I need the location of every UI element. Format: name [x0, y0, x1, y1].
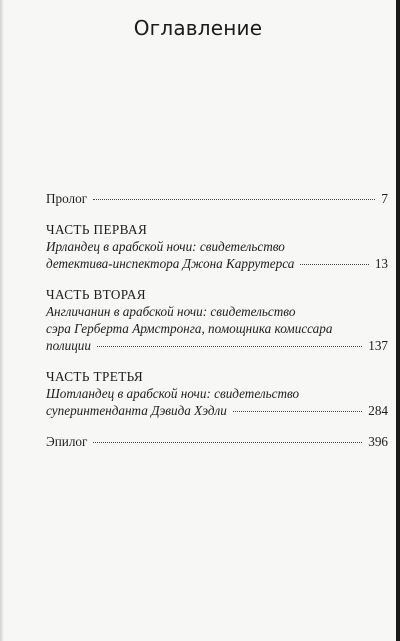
- dot-leader: [300, 264, 369, 265]
- toc-entry-label: Пролог: [46, 191, 88, 206]
- part-subtitle-line: Ирландец в арабской ночи: свидетельство: [46, 239, 285, 254]
- toc-entry-part-three[interactable]: [46, 368, 388, 419]
- toc-entry-part-one[interactable]: [46, 221, 388, 272]
- table-of-contents: [46, 190, 388, 450]
- toc-row: [46, 255, 388, 272]
- toc-entry-label: Эпилог: [46, 434, 88, 449]
- toc-entry-prologue[interactable]: [46, 190, 388, 207]
- dot-leader: [93, 199, 375, 200]
- toc-entry-page-number: 13: [374, 256, 388, 271]
- toc-row: [46, 433, 388, 450]
- toc-entry-epilogue[interactable]: [46, 433, 388, 450]
- part-subtitle-line: детектива-инспектора Джона Каррутерса: [46, 256, 295, 271]
- toc-entry-page-number: 7: [381, 191, 388, 206]
- toc-entry-part-two[interactable]: [46, 286, 388, 354]
- dot-leader: [233, 411, 362, 412]
- part-subtitle-line: Англичанин в арабской ночи: свидетельство: [46, 304, 296, 319]
- toc-row: [46, 190, 388, 207]
- page-title: Оглавление: [133, 16, 263, 40]
- part-heading: ЧАСТЬ ВТОРАЯ: [46, 287, 146, 302]
- part-heading: ЧАСТЬ ПЕРВАЯ: [46, 222, 148, 237]
- part-subtitle-line: Шотландец в арабской ночи: свидетельство: [46, 386, 300, 401]
- toc-entry-page-number: 137: [368, 338, 388, 353]
- dot-leader: [97, 346, 362, 347]
- toc-row: [46, 337, 388, 354]
- part-heading: ЧАСТЬ ТРЕТЬЯ: [46, 369, 144, 384]
- part-subtitle-line: полиции: [46, 338, 91, 353]
- part-subtitle-line: суперинтенданта Дэвида Хэдли: [46, 403, 227, 418]
- toc-entry-page-number: 284: [368, 403, 388, 418]
- toc-row: [46, 402, 388, 419]
- dot-leader: [93, 442, 362, 443]
- toc-entry-page-number: 396: [368, 434, 388, 449]
- part-subtitle-line: сэра Герберта Армстронга, помощника комиссара: [46, 321, 333, 336]
